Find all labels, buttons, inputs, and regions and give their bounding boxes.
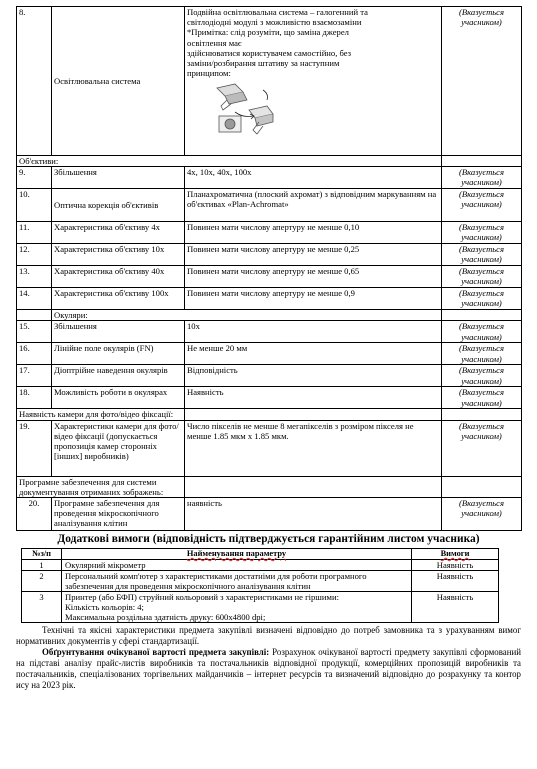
param-name: Характеристика об'єктиву 40x [52,266,185,288]
column-header-number: №з/п [22,549,62,560]
param-value: Повинен мати числову апертуру не менше 0,10 [185,222,442,244]
spec-table [16,6,522,531]
requirement-value: Наявність [412,560,499,571]
row-number: 2 [22,571,62,592]
table-row [17,321,522,343]
lamp-module-illustration [213,82,275,138]
participant-note: (Вказується учасником) [442,288,522,310]
param-name: Діоптрійне наведення окулярів [52,365,185,387]
param-name: Збільшення [52,321,185,343]
row-number: 18. [17,387,52,409]
param-name: Характеристика об'єктиву 10x [52,244,185,266]
participant-note: (Вказується учасником) [442,343,522,365]
section-header-oculars: Окуляри: [17,310,522,321]
param-name: Лінійне поле окулярів (FN) [52,343,185,365]
param-value: наявність [185,498,442,531]
table-row [17,288,522,310]
param-value: Не менше 20 мм [185,343,442,365]
param-value: Повинен мати числову апертуру не менше 0,9 [185,288,442,310]
param-name: Персональний комп'ютер з характеристиками достатніми для роботи програмного забезпечення для проведення мікроскопічного аналізування клітин [62,571,412,592]
param-value: Наявність [185,387,442,409]
row-number: 10. [17,189,52,222]
param-name: Програмне забезпечення для проведення мікроскопічного аналізування клітин [52,498,185,531]
table-row [17,244,522,266]
column-header-name: Найменування параметру [62,549,412,560]
param-name: Окулярний мікрометр [62,560,412,571]
row-number: 1 [22,560,62,571]
expected-cost-paragraph: Обґрунтування очікуваної вартості предмета закупівлі: Розрахунок очікуваної вартості предмету закупівлі сформований на підставі аналізу прайс-листів виробників та постачальників відповідної продукції, комерційних пропозицій виробників та постачальників, спеціалізованих торгівельних майданчиків – інтернет ресурсів та визначений відповідно до розрахунку та контор ису на 2023 рік. [16,647,521,691]
param-name: Освітлювальна система [52,7,185,156]
row-number: 16. [17,343,52,365]
param-name: Характеристика об'єктиву 100x [52,288,185,310]
expected-cost-heading: Обґрунтування очікуваної вартості предмета закупівлі: [42,647,270,658]
participant-note: (Вказується учасником) [442,167,522,189]
table-row-lighting [17,7,522,156]
table-row [17,189,522,222]
additional-requirements-title: Додаткові вимоги (відповідність підтверджується гарантійним листом учасника) [57,533,480,546]
row-number: 13. [17,266,52,288]
participant-note: (Вказується учасником) [442,365,522,387]
column-header-requirements: Вимоги [412,549,499,560]
participant-note: (Вказується учасником) [442,222,522,244]
table-row [17,387,522,409]
param-value: 4x, 10x, 40x, 100x [185,167,442,189]
param-value: Відповідність [185,365,442,387]
table-row [17,365,522,387]
table-row [17,343,522,365]
table-row [17,167,522,189]
table-header-row [22,549,499,560]
participant-note: (Вказується учасником) [442,189,522,222]
table-row-camera [17,420,522,476]
additional-requirements-table [21,548,499,623]
section-header-objectives: Об'єктиви: [17,156,522,167]
document-page [16,6,521,691]
row-number: 12. [17,244,52,266]
section-header-camera: Наявність камери для фото/відео фіксації: [17,409,522,420]
param-value: Число пікселів не менше 8 мегапікселів з розміром пікселя не менше 1.85 мкм x 1.85 мкм. [185,420,442,476]
row-number: 11. [17,222,52,244]
table-row-software [17,498,522,531]
param-value: Повинен мати числову апертуру не менше 0,25 [185,244,442,266]
param-value: Повинен мати числову апертуру не менше 0,65 [185,266,442,288]
participant-note: (Вказується учасником) [442,244,522,266]
param-name: Характеристика об'єктиву 4x [52,222,185,244]
param-name: Збільшення [52,167,185,189]
row-number: 8. [17,7,52,156]
row-number: 19. [17,420,52,476]
table-row [17,266,522,288]
row-number: 17. [17,365,52,387]
row-number: 20. [17,498,52,531]
requirement-value: Наявність [412,592,499,623]
section-header-software: Програмне забезпечення для системи документування отриманих зображень: [17,476,522,497]
param-name: Характеристики камери для фото/відео фіксації (допускається пропозиція камер сторонніх [інших] виробників) [52,420,185,476]
participant-note: (Вказується учасником) [442,420,522,476]
participant-note: (Вказується учасником) [442,498,522,531]
row-number: 15. [17,321,52,343]
table-row [22,571,499,592]
param-value: Планахроматична (плоский ахромат) з відповідним маркуванням на об'єктивах «Plan-Achromat» [185,189,442,222]
row-number: 9. [17,167,52,189]
participant-note: (Вказується учасником) [442,387,522,409]
technical-characteristics-paragraph: Технічні та якісні характеристики предмета закупівлі визначені відповідно до потреб замовника та з урахуванням вимог нормативних документів у сфері стандартизації. [16,625,521,647]
row-number: 3 [22,592,62,623]
table-row [22,592,499,623]
row-number: 14. [17,288,52,310]
param-name: Оптична корекція об'єктивів [52,189,185,222]
param-value: Подвійна освітлювальна система – галогенний та світлодіодні модулі з можливістю взаємозаміни *Примітка: слід розуміти, що заміна джерел освітлення має здійснюватися користувачем самостійно, без заміни/розбирання штативу за наступним принципом: [185,7,442,156]
participant-note: (Вказується учасником) [442,266,522,288]
param-name: Можливість роботи в окулярах [52,387,185,409]
table-row [22,560,499,571]
participant-note: (Вказується учасником) [442,321,522,343]
param-value: 10x [185,321,442,343]
requirement-value: Наявність [412,571,499,592]
table-row [17,222,522,244]
participant-note: (Вказується учасником) [442,7,522,156]
param-name: Принтер (або БФП) струйний кольоровий з характеристиками не гіршими: Кількість кольорів: 4; Максимальна роздільна здатність друку: 600x4800 dpi; [62,592,412,623]
